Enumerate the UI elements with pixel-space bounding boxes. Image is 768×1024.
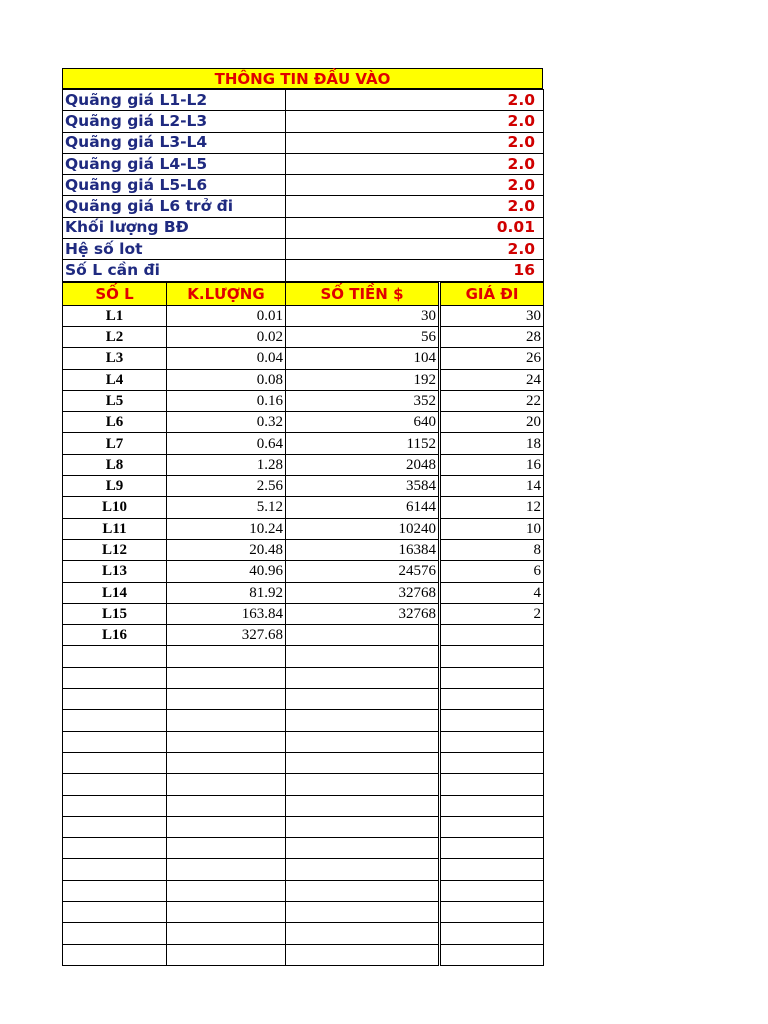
table-row [63,433,544,454]
lot-cell[interactable] [63,901,167,922]
param-label[interactable]: Quãng giá L5-L6 [63,175,286,196]
table-row [63,454,544,475]
price-cell[interactable]: 22 [440,390,544,411]
price-cell[interactable]: 12 [440,497,544,518]
table-row [63,603,544,624]
price-cell[interactable] [440,838,544,859]
volume-cell[interactable] [167,774,286,795]
table-row [63,689,544,710]
volume-cell[interactable] [167,710,286,731]
table-row [63,774,544,795]
price-cell[interactable] [440,752,544,773]
volume-cell[interactable]: 0.64 [167,433,286,454]
amount-cell[interactable] [286,859,440,880]
table-row [63,497,544,518]
param-row [63,260,544,281]
table-row [63,412,544,433]
table-row [63,390,544,411]
volume-cell[interactable] [167,901,286,922]
volume-cell[interactable]: 1.28 [167,454,286,475]
volume-cell[interactable] [167,816,286,837]
amount-cell[interactable] [286,795,440,816]
price-cell[interactable]: 14 [440,476,544,497]
price-cell[interactable]: 6 [440,561,544,582]
col-header-price: GIÁ ĐI [440,282,544,305]
volume-cell[interactable] [167,731,286,752]
param-label[interactable]: Khối lượng BĐ [63,217,286,238]
price-cell[interactable]: 28 [440,326,544,347]
param-value[interactable]: 2.0 [286,239,544,260]
table-row [63,476,544,497]
lot-cell[interactable] [63,838,167,859]
volume-cell[interactable] [167,880,286,901]
col-header-lot: SỐ L [63,282,167,305]
volume-cell[interactable]: 0.04 [167,348,286,369]
lot-cell[interactable] [63,646,167,667]
price-cell[interactable] [440,731,544,752]
amount-cell[interactable] [286,838,440,859]
amount-cell[interactable]: 192 [286,369,440,390]
table-row [63,795,544,816]
table-row [63,901,544,922]
lot-cell[interactable]: L3 [63,348,167,369]
volume-cell[interactable]: 5.12 [167,497,286,518]
amount-cell[interactable] [286,625,440,646]
lot-cell[interactable] [63,774,167,795]
param-label[interactable]: Quãng giá L3-L4 [63,132,286,153]
amount-cell[interactable]: 6144 [286,497,440,518]
param-value[interactable]: 2.0 [286,196,544,217]
volume-cell[interactable]: 327.68 [167,625,286,646]
volume-cell[interactable]: 81.92 [167,582,286,603]
lot-cell[interactable] [63,859,167,880]
lot-cell[interactable] [63,710,167,731]
amount-cell[interactable] [286,752,440,773]
lot-cell[interactable] [63,923,167,944]
price-cell[interactable]: 20 [440,412,544,433]
table-row [63,518,544,539]
lot-cell[interactable]: L10 [63,497,167,518]
amount-cell[interactable] [286,646,440,667]
param-label[interactable]: Quãng giá L6 trở đi [63,196,286,217]
spreadsheet [62,68,543,966]
amount-cell[interactable]: 30 [286,305,440,326]
price-cell[interactable] [440,859,544,880]
params-table [62,89,544,282]
table-row [63,582,544,603]
param-row [63,90,544,111]
price-cell[interactable]: 2 [440,603,544,624]
price-cell[interactable] [440,710,544,731]
table-row [63,646,544,667]
amount-cell[interactable]: 640 [286,412,440,433]
table-row [63,838,544,859]
volume-cell[interactable]: 2.56 [167,476,286,497]
table-row [63,561,544,582]
price-cell[interactable] [440,923,544,944]
table-row [63,944,544,965]
volume-cell[interactable] [167,667,286,688]
lot-cell[interactable]: L14 [63,582,167,603]
table-row [63,880,544,901]
price-cell[interactable]: 18 [440,433,544,454]
volume-cell[interactable]: 0.16 [167,390,286,411]
amount-cell[interactable] [286,816,440,837]
table-row [63,326,544,347]
lot-cell[interactable]: L8 [63,454,167,475]
param-label[interactable]: Số L cần đi [63,260,286,281]
volume-cell[interactable]: 0.32 [167,412,286,433]
lot-cell[interactable]: L13 [63,561,167,582]
volume-cell[interactable] [167,752,286,773]
amount-cell[interactable]: 10240 [286,518,440,539]
amount-cell[interactable] [286,944,440,965]
param-row [63,153,544,174]
lot-cell[interactable]: L5 [63,390,167,411]
volume-cell[interactable] [167,944,286,965]
price-cell[interactable] [440,646,544,667]
price-cell[interactable]: 30 [440,305,544,326]
lot-cell[interactable]: L11 [63,518,167,539]
param-label[interactable]: Quãng giá L4-L5 [63,153,286,174]
lot-cell[interactable]: L12 [63,539,167,560]
volume-cell[interactable]: 0.02 [167,326,286,347]
param-label[interactable]: Quãng giá L2-L3 [63,111,286,132]
price-cell[interactable]: 16 [440,454,544,475]
price-cell[interactable]: 4 [440,582,544,603]
amount-cell[interactable] [286,923,440,944]
table-row [63,731,544,752]
price-cell[interactable]: 24 [440,369,544,390]
param-row [63,132,544,153]
param-label[interactable]: Hệ số lot [63,239,286,260]
lot-cell[interactable] [63,795,167,816]
amount-cell[interactable]: 56 [286,326,440,347]
volume-cell[interactable]: 10.24 [167,518,286,539]
volume-cell[interactable] [167,923,286,944]
price-cell[interactable] [440,901,544,922]
price-cell[interactable] [440,944,544,965]
price-cell[interactable] [440,795,544,816]
table-row [63,752,544,773]
amount-cell[interactable] [286,880,440,901]
amount-cell[interactable] [286,731,440,752]
param-row [63,196,544,217]
param-value[interactable]: 2.0 [286,90,544,111]
param-value[interactable]: 0.01 [286,217,544,238]
table-row [63,369,544,390]
price-cell[interactable] [440,816,544,837]
table-row [63,667,544,688]
lot-cell[interactable]: L16 [63,625,167,646]
lot-cell[interactable] [63,880,167,901]
table-row [63,710,544,731]
param-value[interactable]: 2.0 [286,153,544,174]
lot-cell[interactable]: L1 [63,305,167,326]
volume-cell[interactable] [167,838,286,859]
price-cell[interactable] [440,774,544,795]
table-row [63,816,544,837]
volume-cell[interactable] [167,646,286,667]
volume-cell[interactable]: 0.01 [167,305,286,326]
amount-cell[interactable] [286,901,440,922]
amount-cell[interactable] [286,774,440,795]
param-row [63,239,544,260]
price-cell[interactable] [440,625,544,646]
volume-cell[interactable]: 40.96 [167,561,286,582]
param-row [63,175,544,196]
lot-cell[interactable]: L7 [63,433,167,454]
price-cell[interactable]: 26 [440,348,544,369]
amount-cell[interactable] [286,667,440,688]
volume-cell[interactable] [167,859,286,880]
volume-cell[interactable] [167,689,286,710]
lot-cell[interactable]: L15 [63,603,167,624]
lot-cell[interactable] [63,816,167,837]
volume-cell[interactable]: 20.48 [167,539,286,560]
volume-cell[interactable] [167,795,286,816]
input-info-title: THÔNG TIN ĐẦU VÀO [62,68,543,89]
lot-cell[interactable] [63,752,167,773]
price-cell[interactable]: 10 [440,518,544,539]
param-value[interactable]: 2.0 [286,111,544,132]
lot-table [62,282,544,966]
lot-cell[interactable] [63,944,167,965]
param-row [63,217,544,238]
table-row [63,305,544,326]
amount-cell[interactable]: 16384 [286,539,440,560]
col-header-volume: K.LƯỢNG [167,282,286,305]
amount-cell[interactable]: 352 [286,390,440,411]
price-cell[interactable]: 8 [440,539,544,560]
lot-cell[interactable]: L9 [63,476,167,497]
lot-table-header [63,282,544,305]
param-label[interactable]: Quãng giá L1-L2 [63,90,286,111]
lot-cell[interactable]: L6 [63,412,167,433]
volume-cell[interactable]: 163.84 [167,603,286,624]
amount-cell[interactable]: 3584 [286,476,440,497]
amount-cell[interactable]: 2048 [286,454,440,475]
volume-cell[interactable]: 0.08 [167,369,286,390]
table-row [63,923,544,944]
param-value[interactable]: 2.0 [286,132,544,153]
lot-cell[interactable]: L2 [63,326,167,347]
param-value[interactable]: 16 [286,260,544,281]
lot-cell[interactable]: L4 [63,369,167,390]
amount-cell[interactable]: 32768 [286,603,440,624]
amount-cell[interactable]: 24576 [286,561,440,582]
amount-cell[interactable]: 1152 [286,433,440,454]
col-header-amount: SỐ TIỀN $ [286,282,440,305]
lot-cell[interactable] [63,667,167,688]
amount-cell[interactable]: 32768 [286,582,440,603]
amount-cell[interactable] [286,710,440,731]
amount-cell[interactable]: 104 [286,348,440,369]
price-cell[interactable] [440,689,544,710]
price-cell[interactable] [440,667,544,688]
table-row [63,625,544,646]
table-row [63,859,544,880]
lot-cell[interactable] [63,689,167,710]
param-value[interactable]: 2.0 [286,175,544,196]
table-row [63,539,544,560]
amount-cell[interactable] [286,689,440,710]
lot-cell[interactable] [63,731,167,752]
table-row [63,348,544,369]
param-row [63,111,544,132]
price-cell[interactable] [440,880,544,901]
